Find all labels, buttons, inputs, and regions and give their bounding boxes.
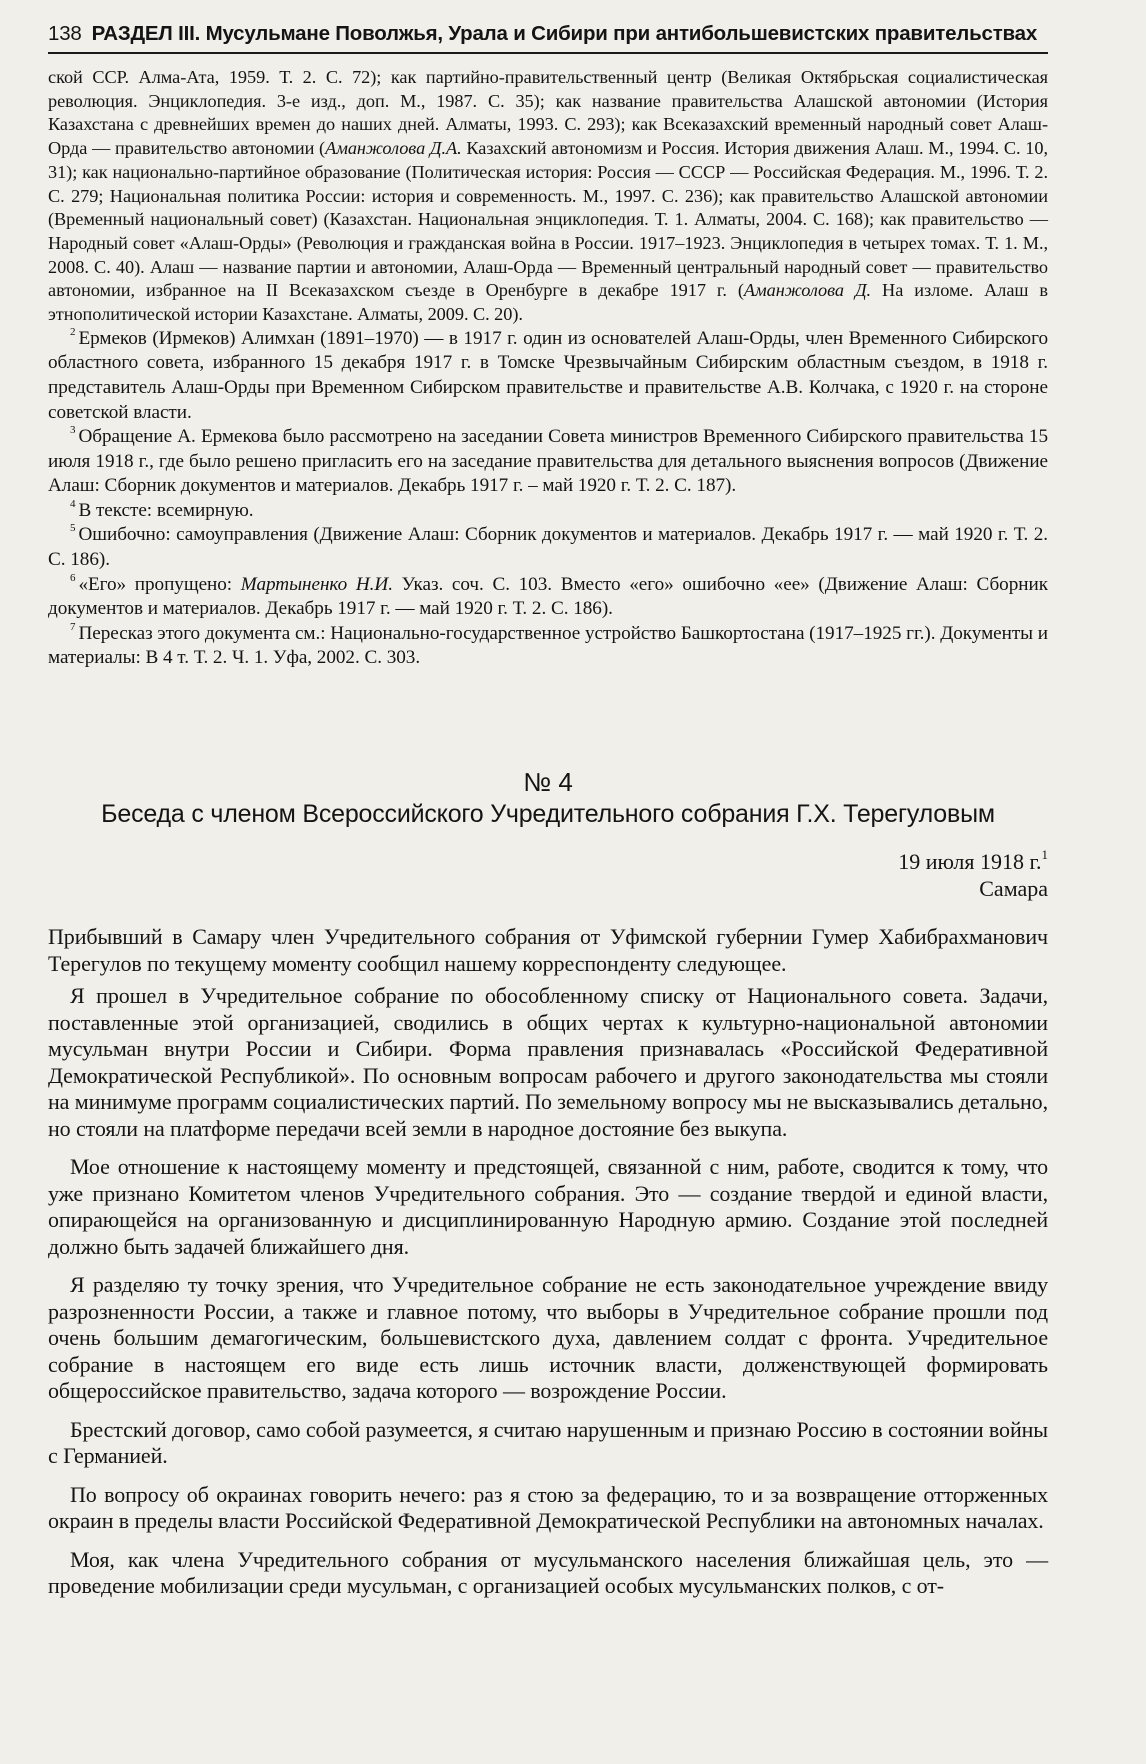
running-title: РАЗДЕЛ III. Мусульмане Поволжья, Урала и Сибири при антибольшевистских правительствах	[91, 22, 1038, 45]
document-place: Самара	[979, 876, 1048, 902]
paragraph: Я разделяю ту точку зрения, что Учредительное собрание не есть законодательное учреждение ввиду разрозненности России, а также и главное потому, что выборы в Учредительное собрание прошли под очень большим демагогическим, большевистского духа, давлением солдат с фронта. Учредительное собрание в настоящем его виде есть лишь источник власти, долженствующей формировать общероссийское правительство, задача которого — возрождение России.	[48, 1272, 1048, 1404]
footnote-mark: 6	[70, 571, 76, 584]
dateline	[48, 848, 1048, 902]
footnote-3: $^3$ Обращение А. Ермекова было рассмотрено на заседании Совета министров Временного Сибирского правительства 15 июля 1918 г., где было решено пригласить его на заседание правительства для детального выяснения вопросов (Движение Алаш: Сборник документов и материалов. Декабрь 1917 г. – май 1920 г. Т. 2. С. 187).	[48, 424, 1048, 497]
footnotes	[48, 66, 1048, 671]
document-date: 19 июля 1918 г.$^1$	[898, 847, 1048, 875]
footnote-4: $^4$ В тексте: всемирную.	[70, 497, 254, 521]
footnote-mark: 5	[70, 522, 76, 535]
author-name: Мартыненко Н.И.	[240, 573, 393, 595]
footnote-mark: 7	[70, 620, 76, 633]
footnote-2: $^2$ Ермеков (Ирмеков) Алимхан (1891–1970) — в 1917 г. один из основателей Алаш-Орды, член Временного Сибирского областного совета, избранного 15 декабря 1917 г. в Томске Чрезвычайным Сибирским областным съездом, в 1918 г. представитель Алаш-Орды при Временном Сибирском правительстве и правительстве А.В. Колчака, с 1920 г. на стороне советской власти.	[48, 325, 1048, 423]
footnote-mark: 1	[1041, 847, 1048, 863]
paragraph: Прибывший в Самару член Учредительного собрания от Уфимской губернии Гумер Хабибрахманович Терегулов по текущему моменту сообщил нашему корреспонденту следующее.	[48, 924, 1048, 976]
paragraph: По вопросу об окраинах говорить нечего: раз я стою за федерацию, то и за возвращение отторженных окраин в пределы власти Российской Федеративной Демократической Республики на автономных началах.	[48, 1481, 1048, 1534]
footnote-7: $^7$ Пересказ этого документа см.: Национально-государственное устройство Башкортостана (1917–1925 гг.). Документы и материалы: В 4 т. Т. 2. Ч. 1. Уфа, 2002. С. 303.	[48, 620, 1048, 669]
running-head	[48, 20, 1048, 54]
paragraph: Мое отношение к настоящему моменту и предстоящей, связанной с ним, работе, сводится к тому, что уже признано Комитетом членов Учредительного собрания. Это — создание твердой и единой власти, опирающейся на организованную и дисциплинированную Народную армию. Создание этой последней должно быть задачей ближайшего дня.	[48, 1154, 1048, 1259]
document-body	[48, 924, 1048, 1600]
document-title: Беседа с членом Всероссийского Учредительного собрания Г.Х. Терегуловым	[101, 800, 995, 829]
footnote-mark: 4	[70, 497, 76, 510]
footnote-5: $^5$ Ошибочно: самоуправления (Движение Алаш: Сборник документов и материалов. Декабрь 1917 г. — май 1920 г. Т. 2. С. 186).	[48, 522, 1048, 571]
footnote-6: $^6$ «Его» пропущено: Мартыненко Н.И. Указ. соч. С. 103. Вместо «его» ошибочно «ее» (Движение Алаш: Сборник документов и материалов. Декабрь 1917 г. — май 1920 г. Т. 2. С. 186).	[48, 571, 1048, 620]
author-name: Аманжолова Д.	[743, 280, 872, 301]
footnote-1-continuation: ской ССР. Алма-Ата, 1959. Т. 2. С. 72); как партийно-правительственный центр (Великая Октябрьская социалистическая революция. Энциклопедия. 3-е изд., доп. М., 1987. С. 35); как название правительства Алашской автономии (История Казахстана с древнейших времен до наших дней. Алматы, 1993. С. 293); как Всеказахский временный народный совет Алаш-Орда — правительство автономии (Аманжолова Д.А. Казахский автономизм и Россия. История движения Алаш. М., 1994. С. 10, 31); как национально-партийное образование (Политическая история: Россия — СССР — Российская Федерация. М., 1996. Т. 2. С. 279; Национальная политика России: история и современность. М., 1997. С. 236); как правительство Алашской автономии (Временный национальный совет) (Казахстан. Национальная энциклопедия. Т. 1. Алматы, 2004. С. 168); как правительство — Народный совет «Алаш-Орды» (Революция и гражданская война в России. 1917–1923. Энциклопедия в четырех томах. Т. 1. М., 2008. С. 40). Алаш — название партии и автономии, Алаш-Орда — Временный центральный народный совет — правительство автономии, избранное на II Всеказахском съезде в Оренбурге в декабре 1917 г. (Аманжолова Д. На изломе. Алаш в этнополитической истории Казахстане. Алматы, 2009. С. 20).	[48, 67, 1048, 325]
author-name: Аманжолова Д.А.	[325, 138, 462, 159]
page-number: 138	[48, 22, 82, 45]
paragraph: Брестский договор, само собой разумеется, я считаю нарушенным и признаю Россию в состоянии войны с Германией.	[48, 1416, 1048, 1469]
footnote-mark: 2	[70, 325, 76, 338]
paragraph: Я прошел в Учредительное собрание по обособленному списку от Национального совета. Задачи, поставленные этой организацией, сводились в общих чертах к культурно-национальной автономии мусульман внутри России и Сибири. Форма правления признавалась «Российской Федеративной Демократической Республикой». По основным вопросам рабочего и другого законодательства мы стояли на минимуме программ социалистических партий. По земельному вопросу мы не высказывались детально, но стояли на платформе передачи всей земли в народное достояние без выкупа.	[48, 983, 1048, 1141]
paragraph: Моя, как члена Учредительного собрания от мусульманского населения ближайшая цель, это — проведение мобилизации среди мусульман, с организацией особых мусульманских полков, с от-	[48, 1546, 1048, 1599]
footnote-mark: 3	[70, 424, 76, 437]
document-number: № 4	[523, 767, 573, 798]
